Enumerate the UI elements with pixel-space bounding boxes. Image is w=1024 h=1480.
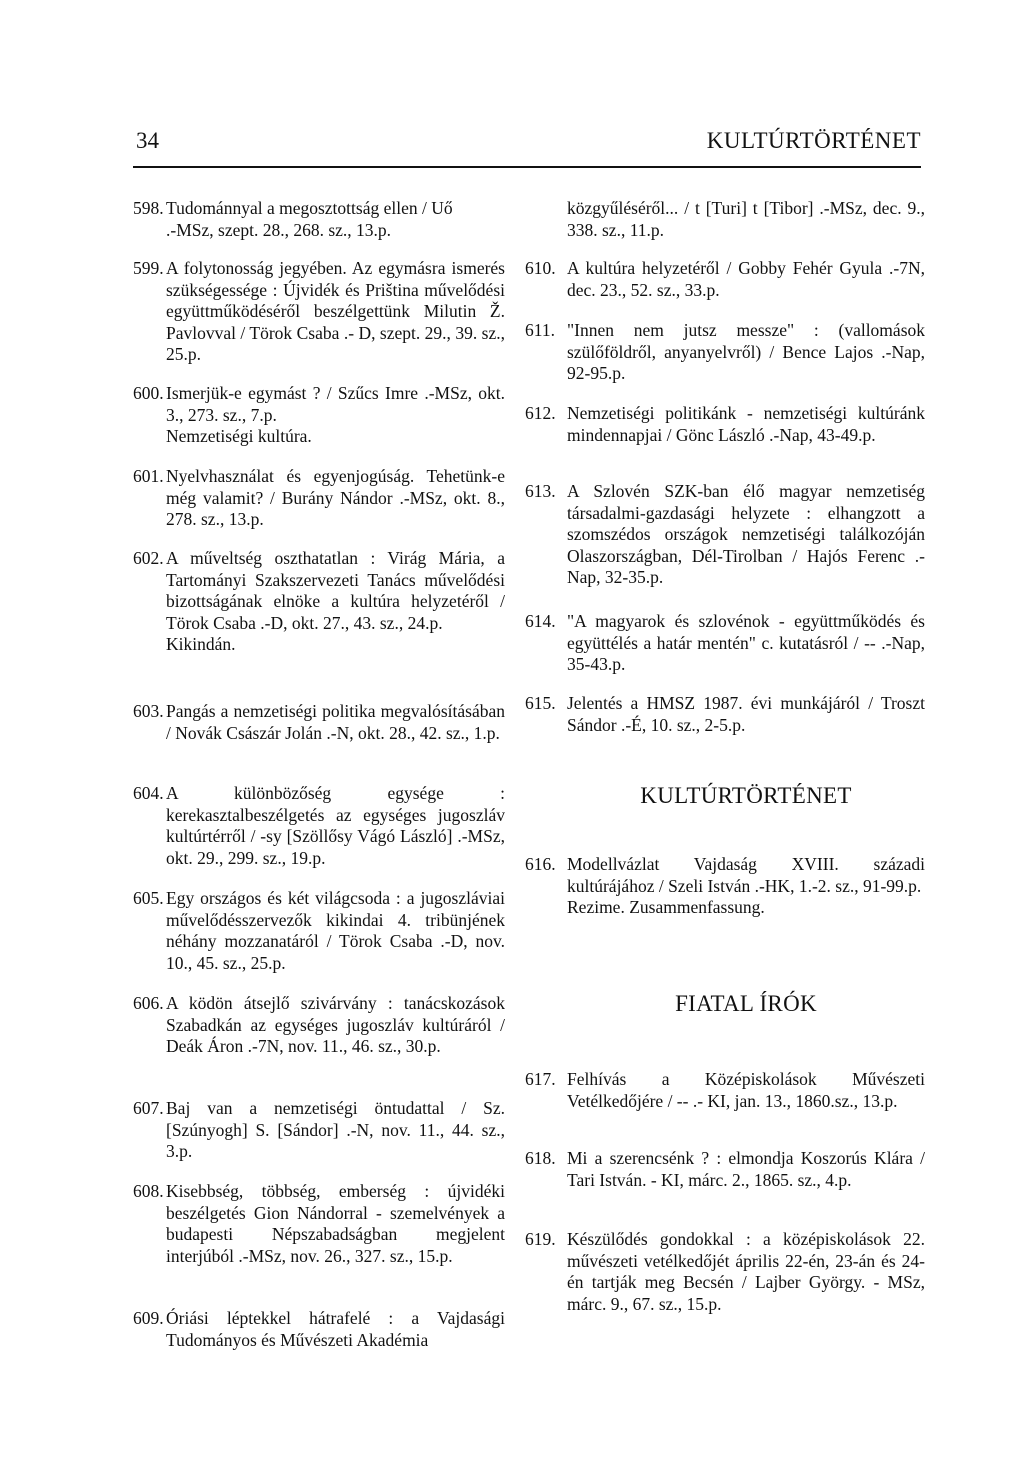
entry-text: A Szlovén SZK-ban élő magyar nemzetiség társadalmi-gazdasági helyzete : elhangzott a szomszédos országok nemzetiségi találkozóján Olaszországban, Dél-Tirolban / Hajós Ferenc .-Nap, 32-35.p. [567, 481, 925, 587]
running-head: KULTÚRTÖRTÉNET [706, 128, 921, 153]
bib-entry [525, 611, 925, 676]
entry-text: A folytonosság jegyében. Az egymásra ismerés szükségessége : Újvidék és Priština művelődési együttműködéséről beszélgettünk Milutin Ž. Pavlovval / Törok Csaba .- D, szept. 29., 39. sz., 25.p. [166, 258, 505, 364]
entry-number: 607. [133, 1098, 164, 1118]
section-heading-fiatal-irok: FIATAL ÍRÓK [675, 991, 817, 1016]
entry-text: A műveltség oszthatatlan : Virág Mária, a Tartományi Szakszervezeti Tanács művelődési bizottságának elnöke a kultúra helyzetéről / Törok Csaba .-D, okt. 27., 43. sz., 24.p. [166, 548, 505, 633]
entry-text: Kisebbség, többség, emberség : újvidéki beszélgetés Gion Nándorral - szemelvények a budapesti Népszabadságban megjelent interjúból .-MSz, nov. 26., 327. sz., 15.p. [166, 1181, 505, 1266]
bib-entry [525, 258, 925, 301]
entry-note: Kikindán. [166, 634, 236, 654]
entry-text: Modellvázlat Vajdaság XVIII. századi kultúrájához / Szeli István .-HK, 1.-2. sz., 91-99.p. [567, 854, 925, 896]
entry-number: 612. [525, 403, 556, 423]
entry-number: 615. [525, 693, 556, 713]
entry-number: 613. [525, 481, 556, 501]
entry-text: Óriási léptekkel hátrafelé : a Vajdasági Tudományos és Művészeti Akadémia [166, 1308, 505, 1350]
entry-number: 598. [133, 198, 164, 218]
entry-number: 610. [525, 258, 556, 278]
entry-number: 599. [133, 258, 164, 278]
section-heading-kulturtortenet: KULTÚRTÖRTÉNET [640, 783, 852, 808]
entry-number: 614. [525, 611, 556, 631]
entry-text: Nemzetiségi politikánk - nemzetiségi kultúránk mindennapjai / Gönc László .-Nap, 43-49.p. [567, 403, 925, 445]
bib-entry [525, 320, 925, 385]
entry-text: .-MSz, szept. 28., 268. sz., 13.p. [166, 219, 392, 240]
bib-entry [525, 1229, 925, 1315]
bib-entry [525, 693, 925, 736]
entry-number: 601. [133, 466, 164, 486]
bib-entry [525, 481, 925, 589]
entry-text: Nyelvhasználat és egyenjogúság. Tehetünk-e még valamit? / Burány Nándor .-MSz, okt. 8., 278. sz., 13.p. [166, 466, 505, 529]
entry-text: A különbözőség egysége : kerekasztalbeszélgetés az egységes jugoszláv kultúrtérről / -sy [Szöllősy Vágó László] .-MSz, okt. 29., 299. sz., 19.p. [166, 783, 505, 868]
entry-number: 609. [133, 1308, 164, 1328]
bib-entry [133, 1098, 505, 1163]
entry-number: 602. [133, 548, 164, 568]
entry-text: "Innen nem jutsz messze" : (vallomások szülőföldről, anyanyelvről) / Bence Lajos .-Nap, 92-95.p. [567, 320, 925, 383]
entry-note: Nemzetiségi kultúra. [166, 426, 312, 446]
entry-text: Ismerjük-e egymást ? / Szűcs Imre .-MSz, okt. 3., 273. sz., 7.p. [166, 383, 505, 425]
bib-entry [133, 701, 505, 744]
entry-text: Készülődés gondokkal : a középiskolások 22. művészeti vetélkedőjét április 22-én, 23-án és 24-én tartják meg Becsén / Lajber György. - MSz, márc. 9., 67. sz., 15.p. [567, 1229, 925, 1314]
bib-entry [133, 198, 505, 241]
entry-text: A ködön átsejlő szivárvány : tanácskozások Szabadkán az egységes jugoszláv kultúráról / Deák Áron .-7N, nov. 11., 46. sz., 30.p. [166, 993, 505, 1056]
entry-number: 611. [525, 320, 555, 340]
bib-entry [133, 383, 505, 448]
entry-number: 606. [133, 993, 164, 1013]
bib-entry [133, 466, 505, 531]
entry-text: Pangás a nemzetiségi politika megvalósításában / Novák Császár Jolán .-N, okt. 28., 42. sz., 1.p. [166, 701, 505, 743]
bib-entry [133, 258, 505, 366]
entry-number: 617. [525, 1069, 556, 1089]
bib-entry [133, 1181, 505, 1267]
entry-number: 600. [133, 383, 164, 403]
bib-entry [133, 993, 505, 1058]
entry-number: 605. [133, 888, 164, 908]
entry-number: 608. [133, 1181, 164, 1201]
bib-entry [133, 1308, 505, 1351]
entry-note: Rezime. Zusammenfassung. [567, 897, 765, 917]
bib-entry [525, 854, 925, 919]
entry-number: 604. [133, 783, 164, 803]
bib-entry [133, 888, 505, 974]
entry-text: Baj van a nemzetiségi öntudattal / Sz. [Szúnyogh] S. [Sándor] .-N, nov. 11., 44. sz., 3.p. [166, 1098, 505, 1161]
entry-number: 619. [525, 1229, 556, 1249]
entry-text: A kultúra helyzetéről / Gobby Fehér Gyula .-7N, dec. 23., 52. sz., 33.p. [567, 258, 925, 300]
entry-text: Tudománnyal a megosztottság ellen / Uő [166, 198, 453, 218]
entry-number: 603. [133, 701, 164, 721]
entry-text: Felhívás a Középiskolások Művészeti Vetélkedőjére / -- .- KI, jan. 13., 1860.sz., 13.p. [567, 1069, 925, 1111]
entry-text: Mi a szerencsénk ? : elmondja Koszorús Klára / Tari István. - KI, márc. 2., 1865. sz., 4.p. [567, 1148, 925, 1190]
bib-entry [133, 783, 505, 869]
entry-number: 618. [525, 1148, 556, 1168]
entry-text: Egy országos és két világcsoda : a jugoszláviai művelődésszervezők kikindai 4. tribünjének néhány mozzanatáról / Törok Csaba .-D, nov. 10., 45. sz., 25.p. [166, 888, 505, 973]
bib-entry [525, 1069, 925, 1112]
page-number: 34 [136, 128, 159, 153]
entry-text: "A magyarok és szlovénok - együttműködés és együttélés a határ mentén" c. kutatásról / -- .-Nap, 35-43.p. [567, 611, 925, 674]
bib-entry [133, 548, 505, 656]
entry-text: Jelentés a HMSZ 1987. évi munkájáról / Troszt Sándor .-É, 10. sz., 2-5.p. [567, 693, 925, 735]
bib-entry [525, 1148, 925, 1191]
page-header [133, 120, 921, 168]
entry-continuation: közgyűléséről... / t [Turi] t [Tibor] .-MSz, dec. 9., 338. sz., 11.p. [567, 198, 925, 240]
bib-entry [525, 403, 925, 446]
entry-number: 616. [525, 854, 556, 874]
